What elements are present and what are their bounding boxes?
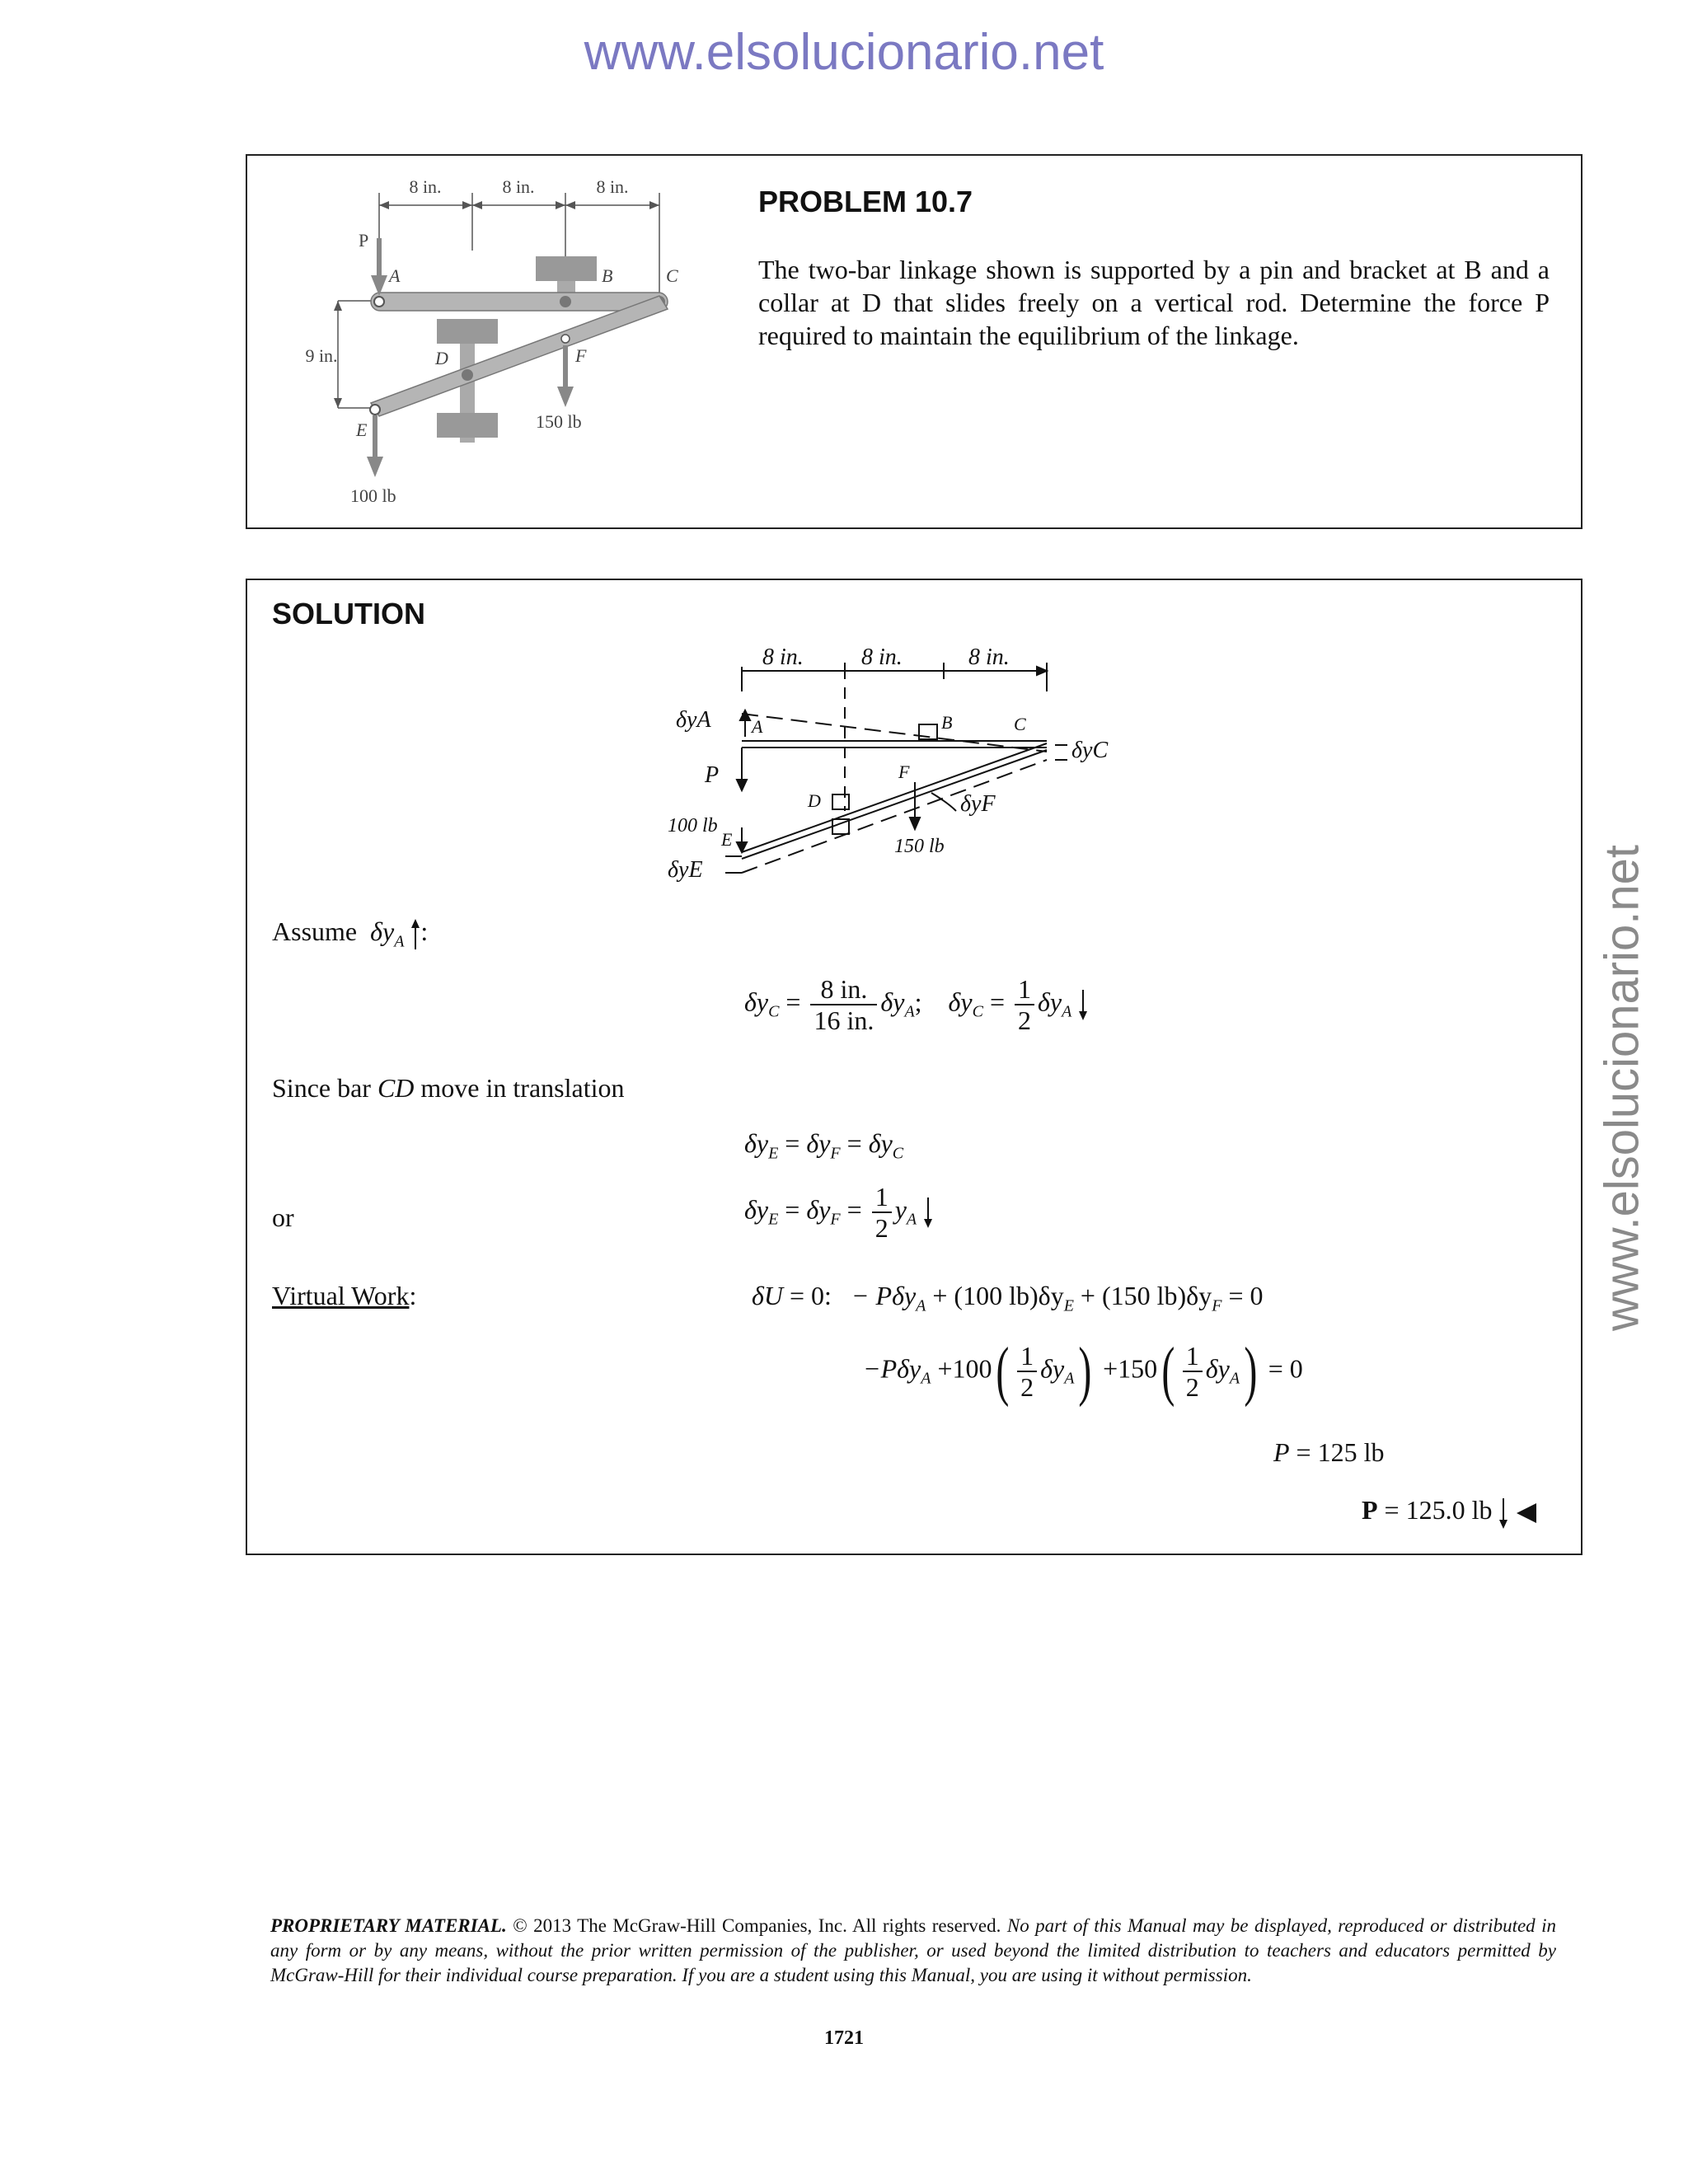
answer-marker-icon [1515, 1502, 1538, 1525]
eq2-a: δy [744, 1128, 769, 1158]
fig-label-D: D [435, 348, 448, 368]
sketch-dyF: δyF [960, 791, 996, 817]
fig-label-F: F [575, 345, 587, 366]
result-line [1273, 1437, 1384, 1468]
fig-label-B: B [602, 265, 613, 286]
eq1-lhs2: δy [948, 987, 973, 1017]
solution-title: SOLUTION [272, 597, 425, 630]
footer-copyright: © 2013 The McGraw-Hill Companies, Inc. All rights reserved. [513, 1915, 1001, 1936]
eq4-t1: − Pδy [851, 1281, 917, 1310]
eq3-a: δy [744, 1194, 769, 1225]
paren-close-icon: ) [1244, 1335, 1258, 1408]
problem-figure [247, 156, 709, 527]
eq1-num: 8 in. [810, 974, 877, 1005]
eq5-end: = 0 [1268, 1353, 1303, 1384]
virtual-work-label: Virtual Work [272, 1281, 410, 1310]
equation-3: $\delta y_E = \delta y_F$ = $\frac{1}{2}$ $y_A$ [744, 1182, 933, 1243]
fig-label-P: P [359, 230, 369, 251]
equation-5 [863, 1335, 1303, 1408]
eq1-fraction2 [1015, 974, 1034, 1035]
footer-notice-text: No part of this Manual may be displayed, reproduced or distributed in any form or by any means, without the prior written permission of the publisher, or used beyond the limited distribution to teachers and educators permitted by McGraw-Hill for their individual course preparation. If you are a student using this Manual, you are using it without permission. [270, 1915, 1557, 1985]
eq2-b-sub: F [830, 1144, 841, 1163]
equation-2: $\delta y_E = \delta y_F = \delta y_C$ [744, 1128, 904, 1163]
eq5-den1: 2 [1020, 1372, 1034, 1402]
sketch-F: F [898, 762, 910, 782]
eq4-t3-sub: F [1212, 1296, 1222, 1315]
footer-bold-label: PROPRIETARY MATERIAL. [270, 1915, 507, 1936]
eq1-den: 16 in. [814, 1005, 874, 1035]
sketch-dim-2: 8 in. [861, 646, 903, 670]
sketch-dim-1: 8 in. [762, 646, 804, 670]
sketch-150lb: 150 lb [894, 836, 945, 857]
sketch-dyC: δyC [1071, 738, 1109, 763]
watermark-top: www.elsolucionario.net [584, 24, 1104, 81]
sketch-B: B [941, 712, 953, 733]
equation-4 [752, 1281, 1264, 1315]
or-label: or [272, 1202, 294, 1232]
problem-title: PROBLEM 10.7 [758, 185, 973, 218]
eq5-c1: +100 [937, 1353, 992, 1384]
eq1-mid: δy [880, 987, 905, 1017]
arrow-down-icon [923, 1196, 933, 1229]
eq3-b: δy [806, 1194, 831, 1225]
assume-line: Assume $\delta y_A$ : [272, 916, 429, 951]
translation-var: CD [377, 1073, 415, 1103]
sketch-100lb: 100 lb [668, 815, 718, 837]
fig-label-C: C [666, 265, 678, 286]
paren-open-icon: ( [1161, 1335, 1175, 1408]
eq5-num1: 1 [1017, 1341, 1037, 1372]
sketch-A: A [752, 716, 763, 737]
paren-close-icon: ) [1078, 1335, 1092, 1408]
eq2-a-sub: E [768, 1144, 779, 1163]
eq5-den2: 2 [1185, 1372, 1199, 1402]
translation-pre: Since bar [272, 1073, 371, 1103]
sketch-P: P [705, 762, 720, 788]
equation-1: $\delta y_C$ = $\frac{8 in.}{16 in.}$ $\delta y_A$; $\delta y_C$ = $\frac{1}{2}$ $\delta y_A$ [744, 974, 1088, 1035]
eq5-t1-sub: A [921, 1369, 931, 1388]
eq1-mid-sub: A [904, 1002, 915, 1021]
eq1-rhs2: δy [1038, 987, 1062, 1017]
fig-label-A: A [389, 265, 401, 286]
eq3-den: 2 [874, 1213, 889, 1243]
eq5-t1: −Pδy [863, 1353, 921, 1384]
eq3-c: y [894, 1194, 907, 1225]
problem-statement: The two-bar linkage shown is supported by a pin and bracket at B and a collar at D that slides freely on a vertical rod. Determine the force P required to maintain the equilibrium of the linkage. [758, 255, 1550, 350]
eq5-fraction1 [1017, 1341, 1037, 1402]
assume-label: Assume [272, 916, 358, 946]
eq1-fraction [810, 974, 877, 1035]
eq3-fraction [872, 1182, 892, 1243]
footer-notice [270, 1914, 1556, 1988]
fig-dim-1: 8 in. [409, 176, 442, 197]
fig-dim-vertical: 9 in. [305, 345, 338, 366]
eq4-t1-sub: A [916, 1296, 926, 1315]
eq5-v2-sub: A [1229, 1369, 1240, 1388]
eq5-v1: δy [1040, 1353, 1065, 1384]
eq4-lhs: δU [752, 1281, 783, 1310]
solution-sketch [659, 646, 1187, 910]
eq1-sep: ; [914, 987, 922, 1017]
sketch-dyE: δyE [668, 857, 703, 883]
page-number: 1721 [824, 2027, 864, 2049]
fig-label-E: E [356, 419, 368, 440]
result-var: P [1273, 1437, 1290, 1467]
eq2-c-sub: C [892, 1144, 904, 1163]
eq3-num: 1 [872, 1182, 892, 1213]
eq3-b-sub: F [830, 1210, 841, 1229]
translation-post: move in translation [420, 1073, 625, 1103]
arrow-up-icon [410, 918, 420, 951]
eq4-end: = 0 [1228, 1281, 1264, 1310]
translation-text [272, 1073, 624, 1104]
eq5-c2: +150 [1103, 1353, 1158, 1384]
virtual-work-line: Virtual Work: [272, 1281, 417, 1310]
sketch-D: D [808, 790, 821, 811]
eq1-den2: 2 [1018, 1005, 1032, 1035]
answer-value: = 125.0 lb [1384, 1495, 1493, 1525]
arrow-down-icon [1078, 988, 1088, 1021]
sketch-E: E [721, 829, 733, 850]
eq1-rhs2-sub: A [1062, 1002, 1072, 1021]
eq1-lhs2-sub: C [972, 1002, 983, 1021]
eq1-lhs: δy [744, 987, 769, 1017]
eq4-eq0: = 0: [789, 1281, 832, 1310]
assume-var: δy [370, 916, 395, 946]
solution-box [246, 579, 1582, 1555]
fig-dim-2: 8 in. [502, 176, 535, 197]
sketch-C: C [1014, 714, 1026, 734]
answer-var: P [1362, 1495, 1378, 1525]
eq4-t2: + (100 lb)δy [932, 1281, 1064, 1310]
arrow-down-icon [1498, 1497, 1508, 1530]
eq5-fraction2 [1183, 1341, 1203, 1402]
fig-dim-3: 8 in. [596, 176, 629, 197]
final-answer [1362, 1495, 1538, 1530]
paren-open-icon: ( [996, 1335, 1010, 1408]
eq3-a-sub: E [768, 1210, 779, 1229]
assume-sub: A [394, 932, 405, 951]
sketch-dim-3: 8 in. [968, 646, 1010, 670]
fig-force-F: 150 lb [536, 411, 582, 432]
fig-force-E: 100 lb [350, 485, 396, 506]
eq5-v2: δy [1205, 1353, 1230, 1384]
eq5-num2: 1 [1183, 1341, 1203, 1372]
problem-box [246, 154, 1582, 529]
eq1-num2: 1 [1015, 974, 1034, 1005]
eq4-t2-sub: E [1063, 1296, 1074, 1315]
eq2-b: δy [806, 1128, 831, 1158]
eq2-c: δy [868, 1128, 893, 1158]
eq5-v1-sub: A [1064, 1369, 1075, 1388]
watermark-side-text: www.elsolucionario.net [1595, 845, 1649, 1331]
sketch-dyA: δyA [676, 707, 711, 733]
eq1-lhs-sub: C [768, 1002, 780, 1021]
eq4-t3: + (150 lb)δy [1080, 1281, 1212, 1310]
eq3-c-sub: A [906, 1210, 917, 1229]
result-value: = 125 lb [1296, 1437, 1385, 1467]
